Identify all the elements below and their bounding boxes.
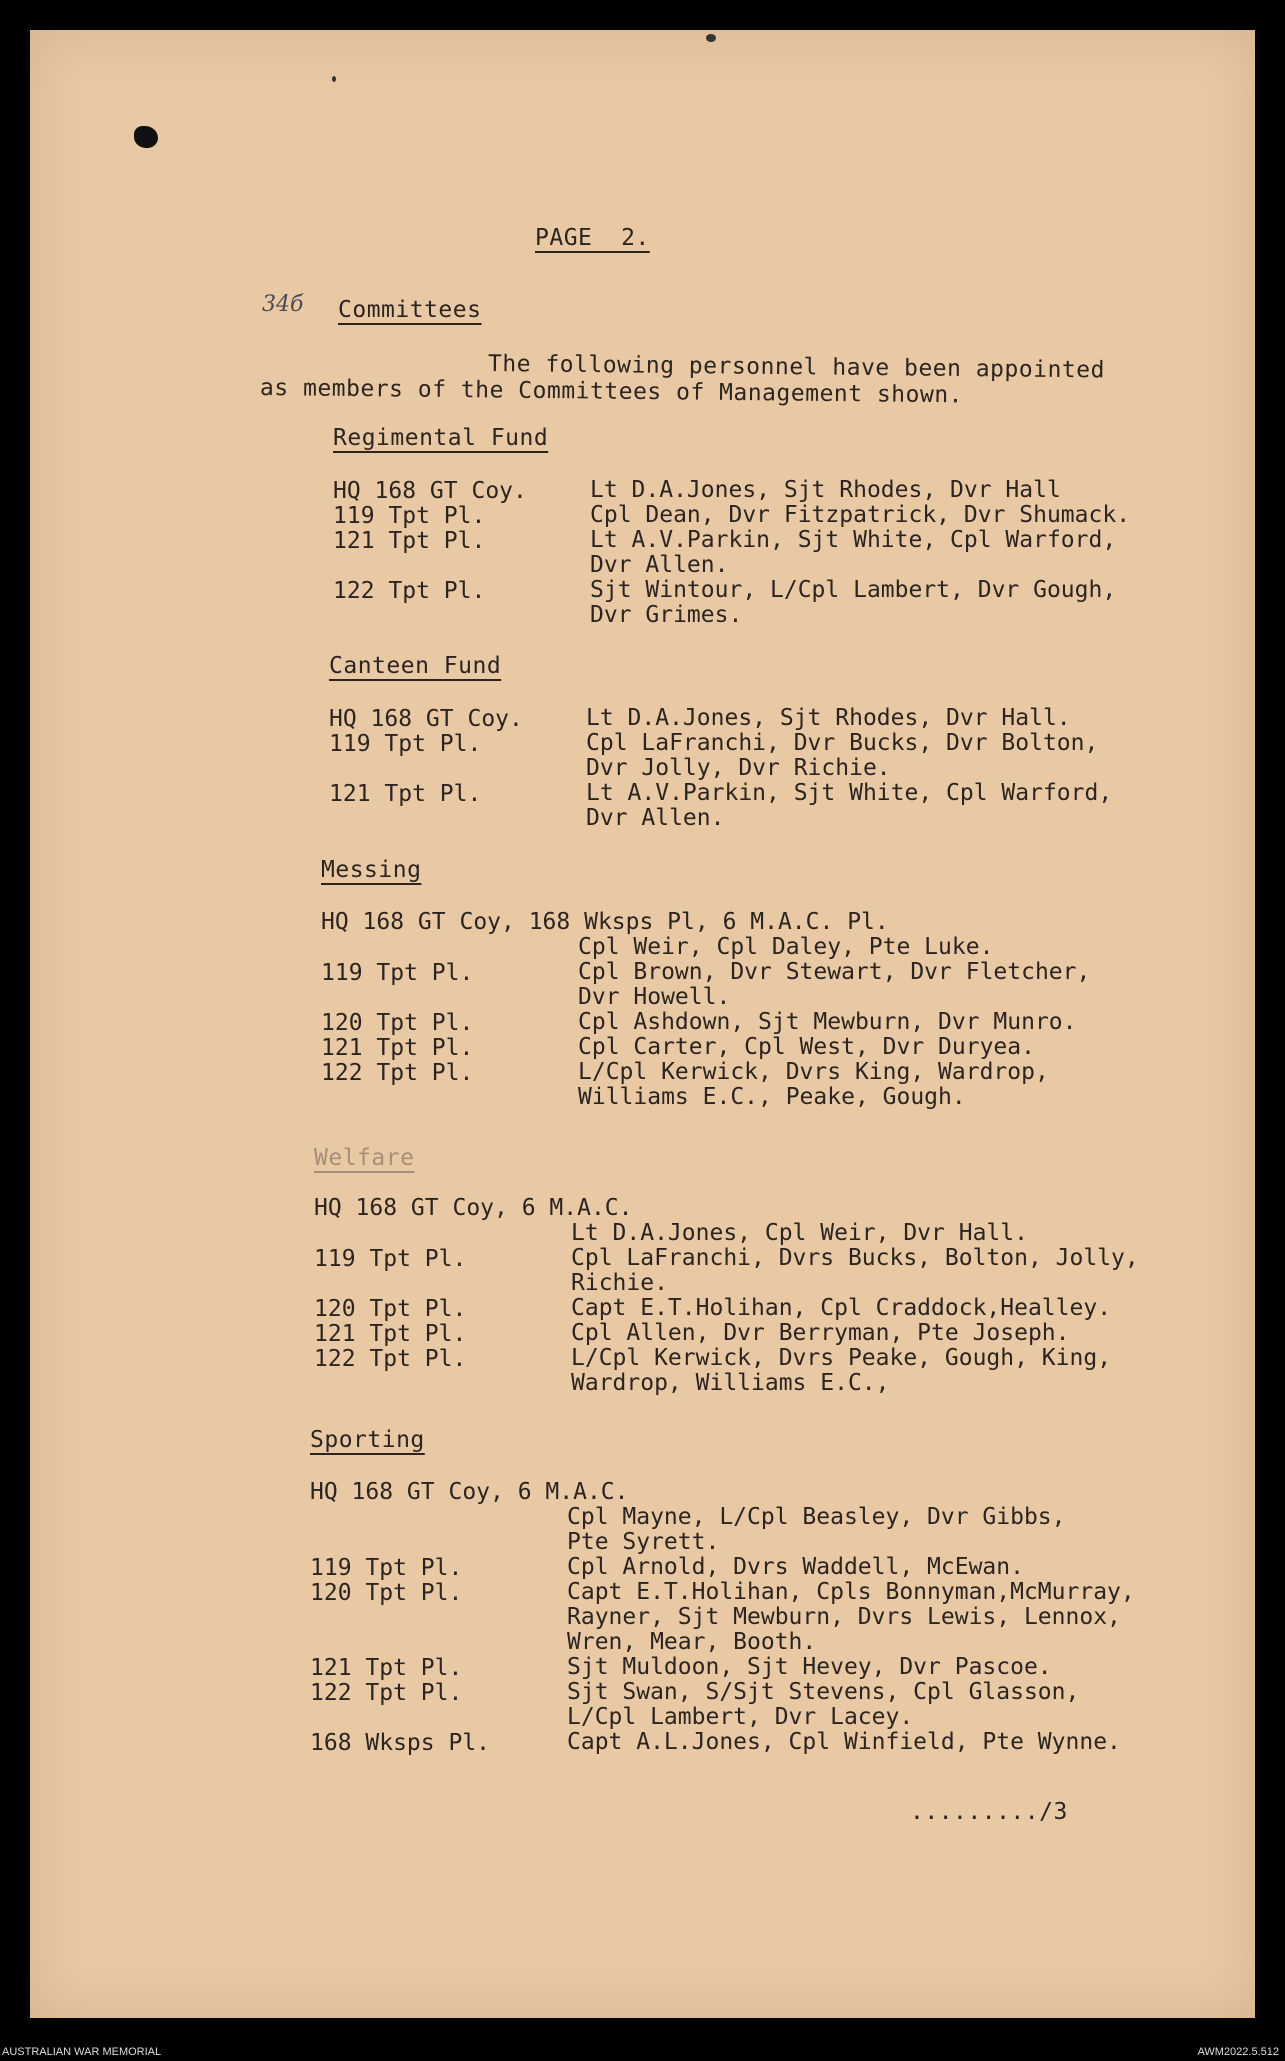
member-list: Lt D.A.Jones, Cpl Weir, Dvr Hall.: [571, 1220, 1028, 1246]
section-heading: Sporting: [310, 1427, 425, 1453]
member-list: Cpl Mayne, L/Cpl Beasley, Dvr Gibbs, Pte Syrett.: [567, 1504, 1066, 1555]
section-lead-units: HQ 168 GT Coy, 6 M.A.C.: [314, 1195, 633, 1221]
member-list: Capt E.T.Holihan, Cpl Craddock,Healley.: [571, 1295, 1112, 1321]
unit-label: 120 Tpt Pl.: [314, 1296, 467, 1322]
unit-label: 120 Tpt Pl.: [310, 1580, 463, 1606]
member-list: Capt E.T.Holihan, Cpls Bonnyman,McMurray, Rayner, Sjt Mewburn, Dvrs Lewis, Lennox, Wren, Mear, Booth.: [567, 1579, 1135, 1655]
footer-archive-name: AUSTRALIAN WAR MEMORIAL: [2, 2046, 162, 2058]
member-list: Lt A.V.Parkin, Sjt White, Cpl Warford, Dvr Allen.: [590, 527, 1117, 578]
member-list: Sjt Muldoon, Sjt Hevey, Dvr Pascoe.: [567, 1654, 1052, 1680]
section-heading: Canteen Fund: [329, 653, 502, 679]
member-list: Sjt Swan, S/Sjt Stevens, Cpl Glasson, L/Cpl Lambert, Dvr Lacey.: [567, 1679, 1080, 1730]
unit-label: 119 Tpt Pl.: [310, 1555, 463, 1581]
section-heading: Messing: [321, 857, 422, 883]
unit-label: 168 Wksps Pl.: [310, 1730, 491, 1756]
unit-label: 122 Tpt Pl.: [314, 1346, 467, 1372]
unit-label: 121 Tpt Pl.: [333, 528, 486, 554]
unit-label: 119 Tpt Pl.: [333, 503, 486, 529]
member-list: Lt D.A.Jones, Sjt Rhodes, Dvr Hall.: [586, 705, 1071, 731]
unit-label: 119 Tpt Pl.: [329, 731, 482, 757]
member-list: Cpl Allen, Dvr Berryman, Pte Joseph.: [571, 1320, 1070, 1346]
unit-label: 121 Tpt Pl.: [314, 1321, 467, 1347]
member-list: L/Cpl Kerwick, Dvrs King, Wardrop, Williams E.C., Peake, Gough.: [578, 1059, 1049, 1110]
unit-label: 122 Tpt Pl.: [333, 578, 486, 604]
para-number: 34б: [262, 292, 304, 317]
section-title: Committees: [338, 297, 482, 323]
member-list: L/Cpl Kerwick, Dvrs Peake, Gough, King, Wardrop, Williams E.C.,: [571, 1345, 1112, 1396]
ink-speck: [332, 76, 336, 82]
unit-label: HQ 168 GT Coy.: [333, 478, 527, 504]
section-heading: Regimental Fund: [333, 425, 549, 451]
member-list: Cpl Weir, Cpl Daley, Pte Luke.: [578, 934, 994, 960]
unit-label: 122 Tpt Pl.: [310, 1680, 463, 1706]
member-list: Cpl Carter, Cpl West, Dvr Duryea.: [578, 1034, 1035, 1060]
section-lead-units: HQ 168 GT Coy, 168 Wksps Pl, 6 M.A.C. Pl.: [321, 909, 889, 935]
member-list: Cpl Dean, Dvr Fitzpatrick, Dvr Shumack.: [590, 502, 1131, 528]
footer-reference: AWM2022.5.512: [1197, 2046, 1279, 2058]
member-list: Cpl Brown, Dvr Stewart, Dvr Fletcher, Dvr Howell.: [578, 959, 1091, 1010]
ink-blot: [134, 126, 158, 148]
intro-line-1: The following personnel have been appointed: [487, 351, 1106, 384]
unit-label: HQ 168 GT Coy.: [329, 706, 523, 732]
member-list: Capt A.L.Jones, Cpl Winfield, Pte Wynne.: [567, 1729, 1121, 1755]
intro-line-2: as members of the Committees of Management shown.: [259, 375, 964, 409]
unit-label: 121 Tpt Pl.: [310, 1655, 463, 1681]
member-list: Lt A.V.Parkin, Sjt White, Cpl Warford, Dvr Allen.: [586, 780, 1113, 831]
ink-speck: [706, 34, 716, 42]
unit-label: 120 Tpt Pl.: [321, 1010, 474, 1036]
section-heading: Welfare: [314, 1145, 415, 1171]
member-list: Lt D.A.Jones, Sjt Rhodes, Dvr Hall: [590, 477, 1061, 503]
unit-label: 121 Tpt Pl.: [329, 781, 482, 807]
section-lead-units: HQ 168 GT Coy, 6 M.A.C.: [310, 1479, 629, 1505]
member-list: Sjt Wintour, L/Cpl Lambert, Dvr Gough, Dvr Grimes.: [590, 577, 1117, 628]
unit-label: 119 Tpt Pl.: [321, 960, 474, 986]
member-list: Cpl Arnold, Dvrs Waddell, McEwan.: [567, 1554, 1024, 1580]
member-list: Cpl Ashdown, Sjt Mewburn, Dvr Munro.: [578, 1009, 1077, 1035]
unit-label: 121 Tpt Pl.: [321, 1035, 474, 1061]
continuation-mark: ........./3: [910, 1799, 1068, 1825]
member-list: Cpl LaFranchi, Dvr Bucks, Dvr Bolton, Dvr Jolly, Dvr Richie.: [586, 730, 1099, 781]
document-page: [30, 30, 1255, 2018]
member-list: Cpl LaFranchi, Dvrs Bucks, Bolton, Jolly, Richie.: [571, 1245, 1139, 1296]
unit-label: 119 Tpt Pl.: [314, 1246, 467, 1272]
page-header: PAGE 2.: [535, 225, 650, 251]
unit-label: 122 Tpt Pl.: [321, 1060, 474, 1086]
